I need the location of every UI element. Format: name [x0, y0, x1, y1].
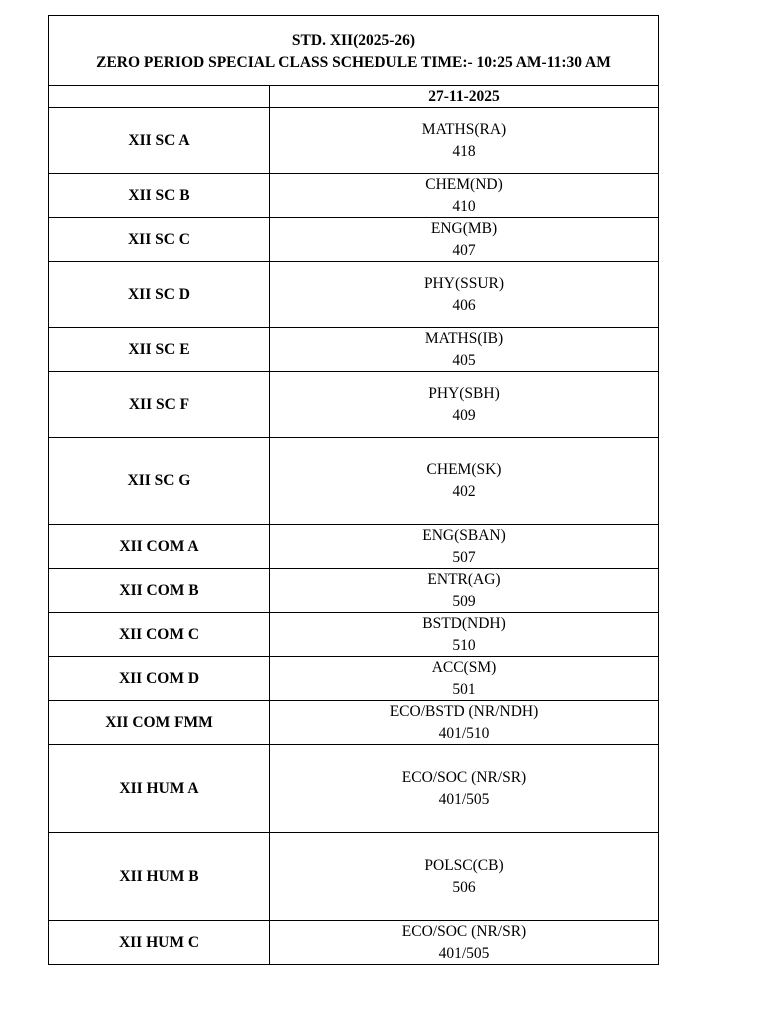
- title-line-schedule: ZERO PERIOD SPECIAL CLASS SCHEDULE TIME:- 10:25 AM-11:30 AM: [96, 54, 611, 71]
- table-row: [49, 328, 659, 372]
- subject-text: ENG(SBAN): [422, 526, 506, 544]
- header-date-cell: 27-11-2025: [270, 86, 659, 107]
- table-row: [49, 438, 659, 525]
- subject-cell: [270, 328, 659, 371]
- table-row: [49, 833, 659, 921]
- subject-text: ECO/SOC (NR/SR): [401, 768, 527, 786]
- room-text: 401/505: [438, 790, 490, 808]
- class-cell: XII COM D: [49, 657, 270, 700]
- class-cell: XII HUM B: [49, 833, 270, 920]
- schedule-table: [48, 15, 659, 965]
- subject-cell: [270, 174, 659, 217]
- class-cell: XII SC C: [49, 218, 270, 261]
- subject-text: CHEM(SK): [426, 461, 502, 478]
- class-cell: XII SC F: [49, 372, 270, 437]
- subject-text: MATHS(RA): [421, 120, 507, 138]
- table-header-row: [49, 86, 659, 108]
- room-text: 410: [452, 197, 476, 215]
- room-text: 506: [452, 878, 476, 896]
- subject-cell: [270, 745, 659, 832]
- table-row: [49, 372, 659, 438]
- class-cell: XII COM FMM: [49, 701, 270, 744]
- subject-cell: [270, 218, 659, 261]
- class-cell: XII HUM A: [49, 745, 270, 832]
- subject-cell: [270, 262, 659, 327]
- subject-text: ACC(SM): [431, 658, 497, 676]
- subject-text: CHEM(ND): [425, 175, 503, 193]
- class-cell: XII COM B: [49, 569, 270, 612]
- class-cell: XII SC B: [49, 174, 270, 217]
- table-row: [49, 701, 659, 745]
- table-row: [49, 921, 659, 965]
- class-cell: XII HUM C: [49, 921, 270, 964]
- class-cell: XII SC A: [49, 108, 270, 173]
- class-cell: XII COM C: [49, 613, 270, 656]
- table-row: [49, 525, 659, 569]
- room-text: 405: [452, 351, 476, 369]
- subject-text: POLSC(CB): [424, 856, 504, 874]
- subject-cell: [270, 613, 659, 656]
- table-row: [49, 745, 659, 833]
- table-row: [49, 108, 659, 174]
- subject-cell: [270, 372, 659, 437]
- subject-cell: [270, 525, 659, 568]
- class-cell: XII COM A: [49, 525, 270, 568]
- table-row: [49, 218, 659, 262]
- subject-text: ECO/SOC (NR/SR): [401, 922, 527, 940]
- room-text: 509: [452, 592, 476, 610]
- table-title: [49, 16, 659, 86]
- table-row: [49, 262, 659, 328]
- room-text: 401/505: [438, 944, 490, 962]
- table-row: [49, 657, 659, 701]
- room-text: 501: [452, 680, 476, 698]
- room-text: 409: [452, 406, 476, 424]
- subject-text: ENTR(AG): [427, 570, 501, 588]
- subject-text: ECO/BSTD (NR/NDH): [389, 702, 539, 720]
- subject-text: MATHS(IB): [424, 329, 504, 347]
- room-text: 510: [452, 636, 476, 654]
- subject-text: ENG(MB): [430, 219, 498, 237]
- room-text: 402: [452, 483, 476, 500]
- table-row: [49, 613, 659, 657]
- table-row: [49, 174, 659, 218]
- subject-cell: [270, 921, 659, 964]
- subject-text: BSTD(NDH): [422, 614, 506, 632]
- room-text: 401/510: [438, 724, 490, 742]
- subject-text: PHY(SSUR): [423, 274, 505, 292]
- room-text: 406: [452, 296, 476, 314]
- subject-cell: [270, 701, 659, 744]
- class-cell: XII SC D: [49, 262, 270, 327]
- subject-text: PHY(SBH): [428, 384, 500, 402]
- class-cell: XII SC E: [49, 328, 270, 371]
- room-text: 407: [452, 241, 476, 259]
- subject-cell: [270, 657, 659, 700]
- header-class-cell: [49, 86, 270, 107]
- room-text: 507: [452, 548, 476, 566]
- subject-cell: [270, 833, 659, 920]
- title-line-std: STD. XII(2025-26): [291, 32, 416, 49]
- class-cell: XII SC G: [49, 438, 270, 524]
- room-text: 418: [452, 142, 476, 160]
- subject-cell: [270, 108, 659, 173]
- subject-cell: [270, 569, 659, 612]
- subject-cell: [270, 438, 659, 524]
- table-row: [49, 569, 659, 613]
